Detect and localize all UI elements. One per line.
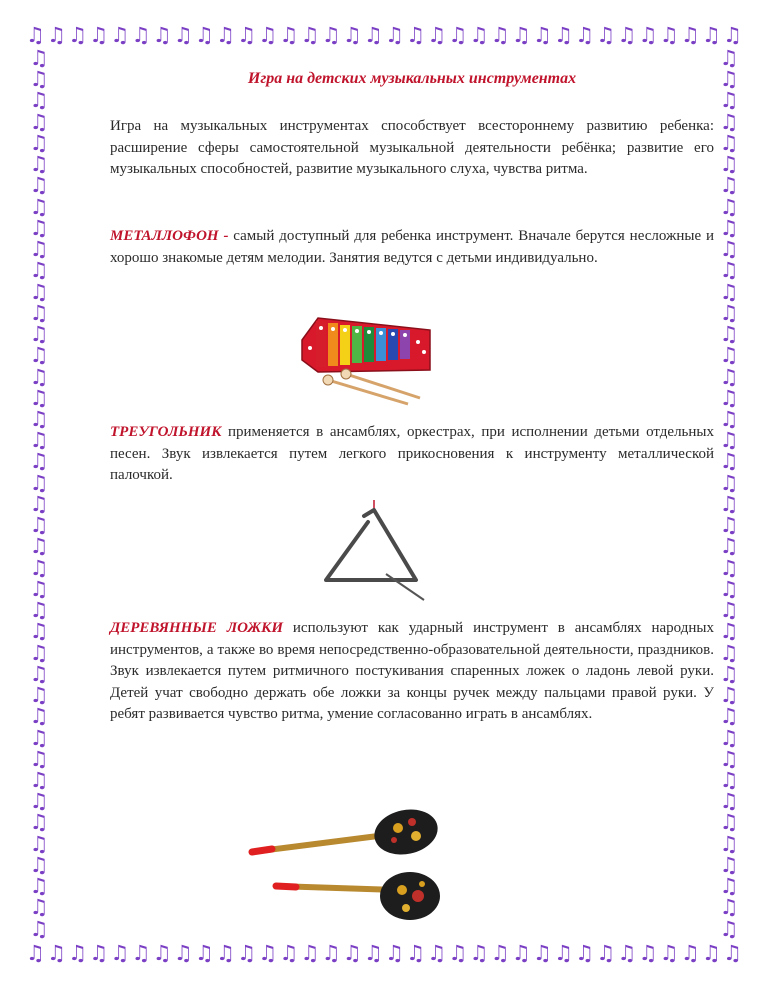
music-note-icon: ♫ (702, 940, 721, 965)
music-note-icon: ♫ (719, 385, 739, 410)
music-note-icon: ♫ (173, 940, 193, 965)
music-note-icon: ♫ (29, 428, 49, 453)
music-note-icon: ♫ (719, 449, 739, 474)
music-note-icon: ♫ (258, 940, 278, 965)
music-note-icon: ♫ (342, 940, 362, 965)
music-note-icon: ♫ (29, 619, 49, 644)
music-note-icon: ♫ (29, 598, 49, 623)
music-note-icon: ♫ (300, 940, 320, 965)
music-note-icon: ♫ (29, 704, 49, 729)
music-note-icon: ♫ (216, 940, 235, 965)
spoons-paragraph (110, 618, 714, 726)
music-note-icon: ♫ (29, 449, 49, 474)
music-note-icon: ♫ (719, 852, 739, 877)
music-note-icon: ♫ (680, 22, 700, 47)
triangle-paragraph (110, 422, 714, 487)
music-note-icon: ♫ (406, 22, 426, 47)
music-note-icon: ♫ (26, 22, 45, 47)
music-note-icon: ♫ (152, 940, 172, 965)
music-note-icon: ♫ (110, 22, 130, 47)
music-note-icon: ♫ (490, 940, 510, 965)
music-note-icon: ♫ (216, 22, 235, 47)
page-title: Игра на детских музыкальных инструментах (247, 70, 577, 87)
music-note-icon: ♫ (29, 555, 49, 580)
music-note-icon: ♫ (719, 640, 739, 665)
music-note-icon: ♫ (719, 237, 739, 262)
music-note-icon: ♫ (680, 940, 700, 965)
music-note-icon: ♫ (719, 258, 739, 283)
music-note-icon: ♫ (321, 940, 341, 965)
music-note-icon: ♫ (617, 940, 637, 965)
music-note-icon: ♫ (719, 810, 739, 835)
music-note-icon: ♫ (575, 940, 595, 965)
music-note-icon: ♫ (719, 194, 739, 219)
music-note-icon: ♫ (258, 22, 278, 47)
music-note-icon: ♫ (29, 725, 49, 750)
music-note-icon: ♫ (29, 152, 49, 177)
border-top (26, 22, 742, 48)
music-note-icon: ♫ (533, 940, 552, 965)
music-note-icon: ♫ (533, 22, 552, 47)
music-note-icon: ♫ (719, 491, 739, 516)
music-note-icon: ♫ (575, 22, 595, 47)
music-note-icon: ♫ (469, 940, 489, 965)
music-note-icon: ♫ (719, 130, 739, 155)
music-note-icon: ♫ (300, 22, 320, 47)
border-right (716, 48, 742, 940)
music-note-icon: ♫ (47, 22, 66, 47)
music-note-icon: ♫ (511, 940, 531, 965)
music-note-icon: ♫ (719, 279, 739, 304)
music-note-icon: ♫ (385, 22, 404, 47)
music-note-icon: ♫ (29, 173, 49, 198)
spoons-term: ДЕРЕВЯННЫЕ ЛОЖКИ (110, 620, 283, 636)
music-note-icon: ♫ (719, 767, 739, 792)
music-note-icon: ♫ (364, 22, 383, 47)
music-note-icon: ♫ (719, 555, 739, 580)
music-note-icon: ♫ (29, 215, 49, 240)
music-note-icon: ♫ (719, 300, 739, 325)
metallophone-paragraph: МЕТАЛЛОФОН - самый доступный для ребенка инструмент. Вначале берутся несложные и хорошо знакомые детям мелодии. Занятия ведутся с детьми индивидуально. (110, 228, 714, 266)
music-note-icon: ♫ (29, 258, 49, 283)
music-note-icon: ♫ (29, 683, 49, 708)
music-note-icon: ♫ (89, 22, 109, 47)
music-note-icon: ♫ (385, 940, 404, 965)
music-note-icon: ♫ (554, 22, 573, 47)
music-note-icon: ♫ (29, 895, 49, 920)
music-note-icon: ♫ (29, 300, 49, 325)
music-note-icon: ♫ (719, 470, 739, 495)
music-note-icon: ♫ (29, 88, 49, 113)
music-note-icon: ♫ (659, 22, 679, 47)
music-note-icon: ♫ (719, 831, 739, 856)
spoons-text: используют как ударный инструмент в ансамблях народных инструментов, а также во время непосредственно-образовательной деятельности, праздников. Звук извлекается путем ритмичного постукивания спаренных ложек о ладонь левой руки. Детей учат свободно держать обе ложки за концы ручек между пальцами правой руки. У ребят развивается чувство ритма, умение согласованно играть в ансамблях. (110, 620, 714, 722)
music-note-icon: ♫ (131, 22, 151, 47)
music-note-icon: ♫ (719, 322, 739, 347)
music-note-icon: ♫ (490, 22, 510, 47)
music-note-icon: ♫ (364, 940, 383, 965)
music-note-icon: ♫ (342, 22, 362, 47)
triangle-image (316, 496, 436, 606)
music-note-icon: ♫ (68, 22, 88, 47)
music-note-icon: ♫ (719, 725, 739, 750)
music-note-icon: ♫ (719, 661, 739, 686)
music-note-icon: ♫ (448, 940, 468, 965)
music-note-icon: ♫ (719, 704, 739, 729)
music-note-icon: ♫ (719, 88, 739, 113)
music-note-icon: ♫ (29, 746, 49, 771)
triangle-text: применяется в ансамблях, оркестрах, при исполнении детьми отдельных песен. Звук извлекается путем легкого прикосновения к инструменту металлической палочкой. (110, 424, 714, 483)
music-note-icon: ♫ (152, 22, 172, 47)
music-note-icon: ♫ (719, 895, 739, 920)
music-note-icon: ♫ (719, 534, 739, 559)
music-note-icon: ♫ (29, 279, 49, 304)
music-note-icon: ♫ (29, 237, 49, 262)
music-note-icon: ♫ (723, 22, 742, 47)
border-left (26, 48, 52, 940)
intro-paragraph: Игра на музыкальных инструментах способствует всестороннему развитию ребенка: расширение сферы самостоятельной музыкальной деятельности ребёнка; развитие его музыкальных способностей, развитие музыкального слуха, чувства ритма. (110, 118, 714, 177)
music-note-icon: ♫ (719, 874, 739, 899)
music-note-icon: ♫ (29, 789, 49, 814)
metallophone-text: самый доступный для ребенка инструмент. Вначале берутся несложные и хорошо знакомые детям мелодии. Занятия ведутся с детьми индивидуально. (110, 228, 714, 266)
music-note-icon: ♫ (279, 22, 299, 47)
music-note-icon: ♫ (29, 322, 49, 347)
music-note-icon: ♫ (68, 940, 88, 965)
music-note-icon: ♫ (469, 22, 489, 47)
music-note-icon: ♫ (702, 22, 721, 47)
music-note-icon: ♫ (279, 940, 299, 965)
music-note-icon: ♫ (131, 940, 151, 965)
music-note-icon: ♫ (596, 940, 616, 965)
music-note-icon: ♫ (29, 406, 49, 431)
music-note-icon: ♫ (719, 364, 739, 389)
music-note-icon: ♫ (29, 513, 49, 538)
music-note-icon: ♫ (110, 940, 130, 965)
music-note-icon: ♫ (719, 152, 739, 177)
music-note-icon: ♫ (29, 576, 49, 601)
music-note-icon: ♫ (29, 194, 49, 219)
music-note-icon: ♫ (719, 916, 739, 940)
music-note-icon: ♫ (638, 940, 658, 965)
music-note-icon: ♫ (719, 109, 739, 134)
music-note-icon: ♫ (29, 831, 49, 856)
wooden-spoons-image (246, 806, 446, 930)
border-bottom (26, 940, 742, 966)
music-note-icon: ♫ (29, 364, 49, 389)
music-note-icon: ♫ (719, 215, 739, 240)
page-content (110, 60, 714, 722)
metallophone-term: МЕТАЛЛОФОН (110, 228, 219, 244)
music-note-icon: ♫ (29, 343, 49, 368)
music-note-icon: ♫ (719, 67, 739, 92)
music-note-icon: ♫ (29, 874, 49, 899)
music-note-icon: ♫ (237, 22, 257, 47)
music-note-icon: ♫ (29, 385, 49, 410)
music-note-icon: ♫ (719, 683, 739, 708)
music-note-icon: ♫ (29, 534, 49, 559)
music-note-icon: ♫ (638, 22, 658, 47)
music-note-icon: ♫ (719, 48, 739, 70)
music-note-icon: ♫ (29, 767, 49, 792)
music-note-icon: ♫ (26, 940, 45, 965)
music-note-icon: ♫ (29, 491, 49, 516)
music-note-icon: ♫ (554, 940, 573, 965)
music-note-icon: ♫ (29, 109, 49, 134)
music-note-icon: ♫ (617, 22, 637, 47)
music-note-icon: ♫ (511, 22, 531, 47)
music-note-icon: ♫ (406, 940, 426, 965)
music-note-icon: ♫ (427, 22, 447, 47)
music-note-icon: ♫ (29, 470, 49, 495)
music-note-icon: ♫ (29, 640, 49, 665)
music-note-icon: ♫ (427, 940, 447, 965)
music-note-icon: ♫ (29, 130, 49, 155)
music-note-icon: ♫ (237, 940, 257, 965)
music-note-icon: ♫ (719, 576, 739, 601)
music-note-icon: ♫ (29, 67, 49, 92)
xylophone-image (288, 308, 448, 412)
music-note-icon: ♫ (719, 789, 739, 814)
music-note-icon: ♫ (719, 513, 739, 538)
music-note-icon: ♫ (719, 428, 739, 453)
music-note-icon: ♫ (719, 173, 739, 198)
music-note-icon: ♫ (195, 940, 214, 965)
music-note-icon: ♫ (29, 916, 49, 940)
music-note-icon: ♫ (723, 940, 742, 965)
music-note-icon: ♫ (29, 661, 49, 686)
music-note-icon: ♫ (29, 852, 49, 877)
music-note-icon: ♫ (719, 343, 739, 368)
music-note-icon: ♫ (173, 22, 193, 47)
music-note-icon: ♫ (719, 598, 739, 623)
music-note-icon: ♫ (596, 22, 616, 47)
music-note-icon: ♫ (448, 22, 468, 47)
music-note-icon: ♫ (321, 22, 341, 47)
music-note-icon: ♫ (89, 940, 109, 965)
music-note-icon: ♫ (195, 22, 214, 47)
music-note-icon: ♫ (47, 940, 66, 965)
triangle-term: ТРЕУГОЛЬНИК (110, 424, 222, 440)
music-note-icon: ♫ (719, 619, 739, 644)
music-note-icon: ♫ (719, 406, 739, 431)
music-note-icon: ♫ (719, 746, 739, 771)
music-note-icon: ♫ (29, 48, 49, 70)
music-note-icon: ♫ (659, 940, 679, 965)
music-note-icon: ♫ (29, 810, 49, 835)
